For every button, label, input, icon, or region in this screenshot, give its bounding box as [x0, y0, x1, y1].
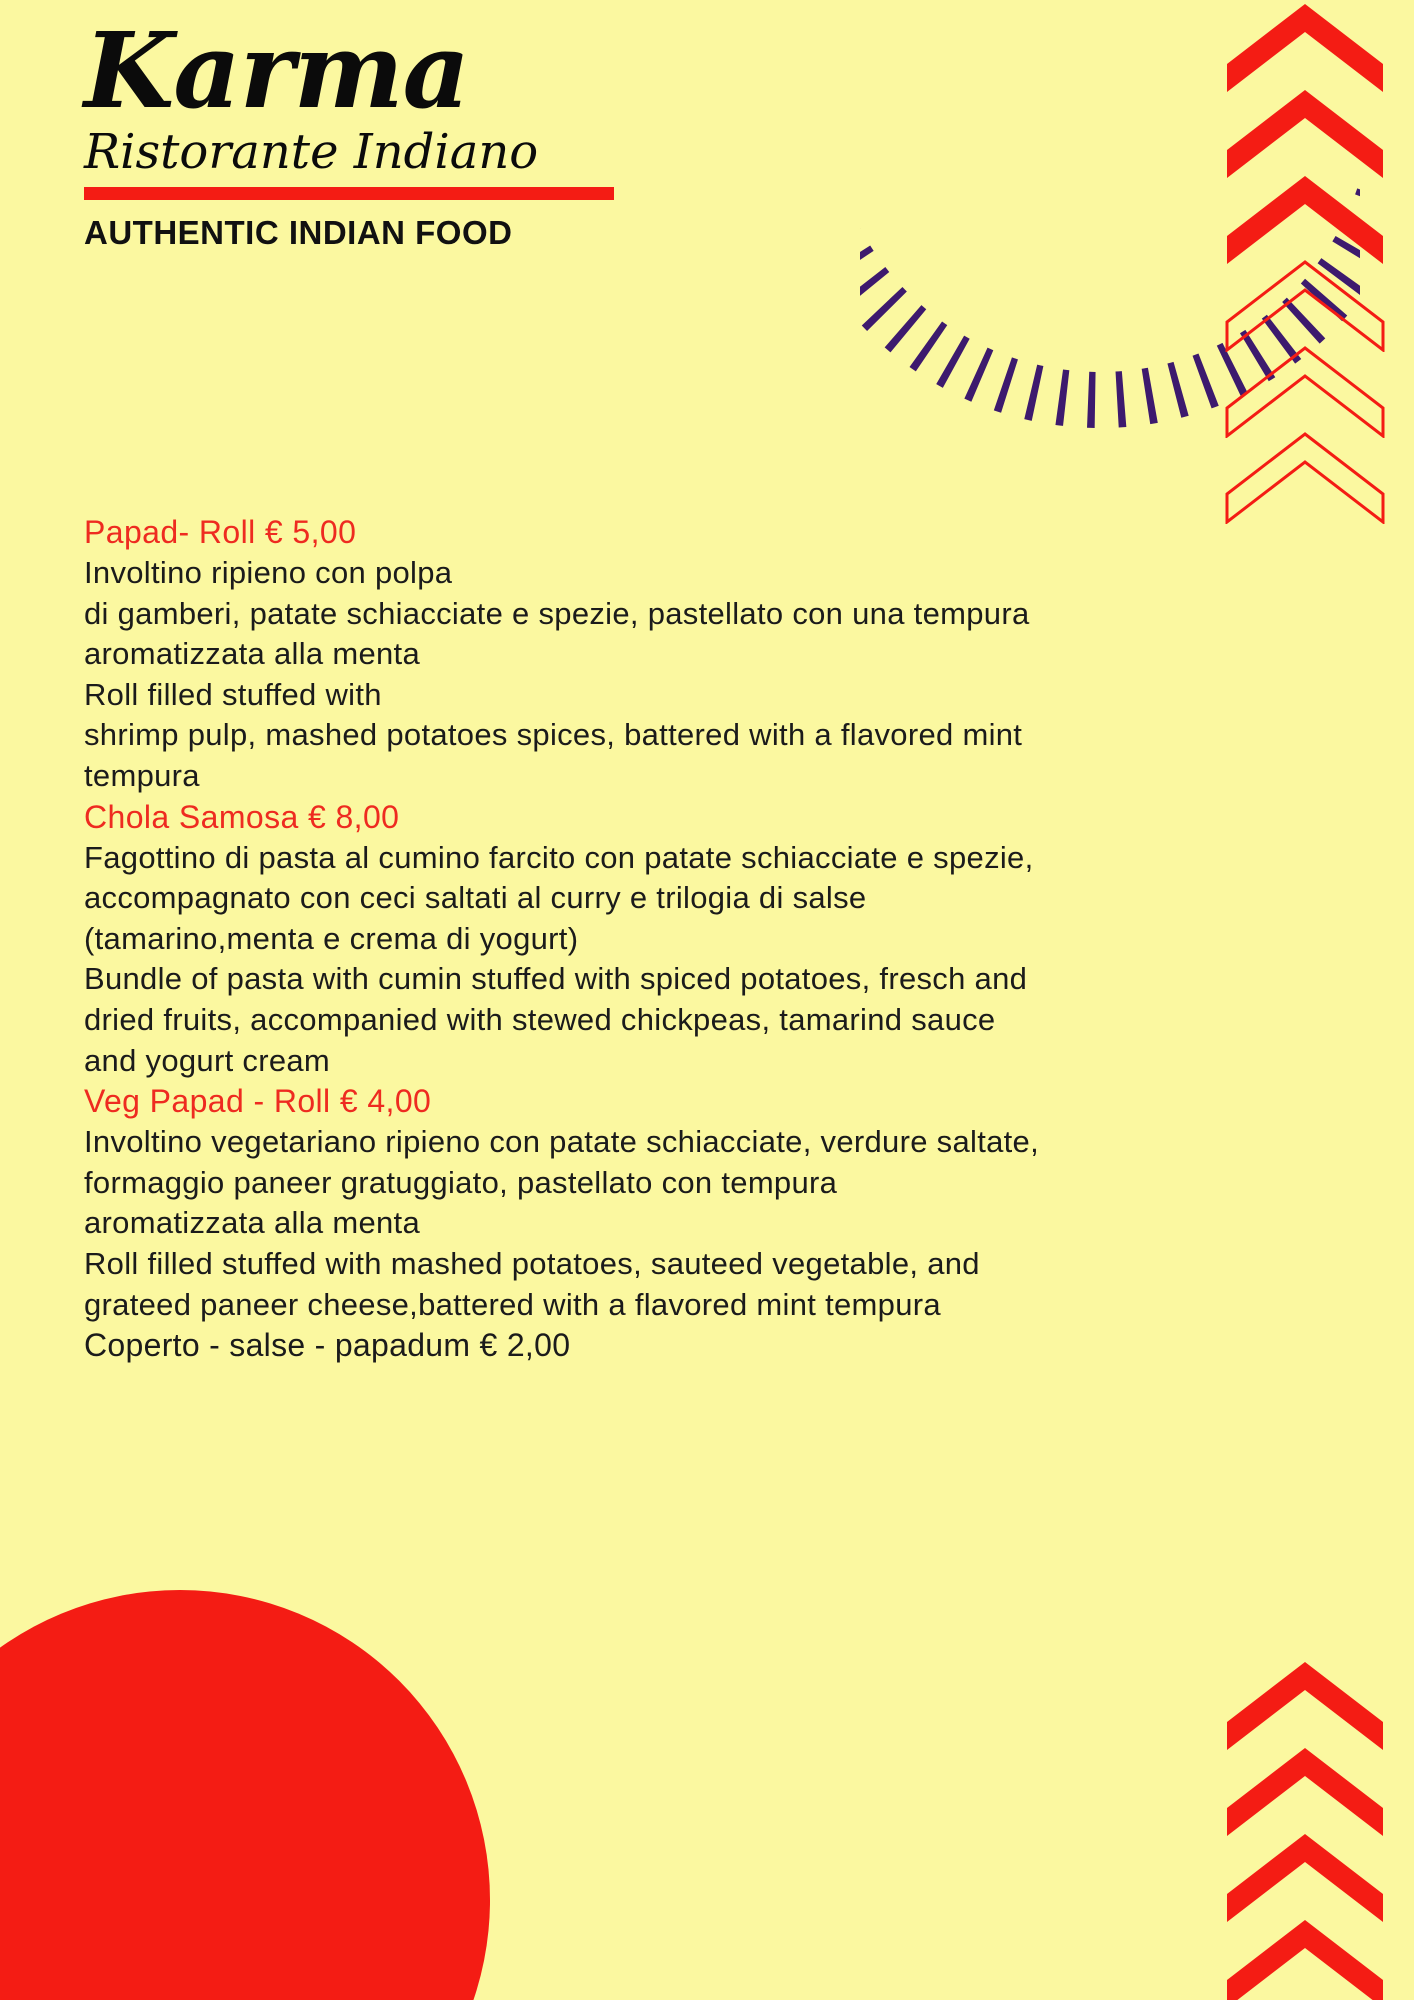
- menu-item-description-en-line: dried fruits, accompanied with stewed chickpeas, tamarind sauce: [84, 1002, 996, 1037]
- menu-item-description-en-line: Bundle of pasta with cumin stuffed with spiced potatoes, fresch and: [84, 961, 1028, 997]
- menu-item-description-en-line: Roll filled stuffed with mashed potatoes, sauteed vegetable, and: [84, 1246, 980, 1281]
- menu-item-description-it-line: formaggio paneer gratuggiato, pastellato con tempura: [84, 1164, 838, 1200]
- chevron-outline-icon: [1225, 260, 1385, 352]
- menu-item-title: Veg Papad - Roll € 4,00: [84, 1083, 432, 1120]
- menu-item: [84, 512, 1264, 797]
- brand-name: Karma: [84, 9, 469, 132]
- header-divider: [84, 187, 614, 200]
- menu-item-description-en-line: grateed paneer cheese,battered with a flavored mint tempura: [84, 1286, 941, 1322]
- menu-item-title: Papad- Roll € 5,00: [84, 514, 357, 550]
- chevron-icon: [1225, 1832, 1385, 1924]
- menu-item-description-en-line: and yogurt cream: [84, 1042, 331, 1078]
- menu-items-list: [84, 512, 1264, 1367]
- chevron-icon: [1225, 2, 1385, 94]
- menu-item-description-it-line: Involtino vegetariano ripieno con patate schiacciate, verdure saltate,: [84, 1124, 1040, 1160]
- chevron-stack-bottom-right: [1215, 1660, 1414, 2000]
- chevron-icon: [1225, 174, 1385, 266]
- menu-item-title: Chola Samosa € 8,00: [84, 798, 400, 835]
- chevron-outline-icon: [1225, 432, 1385, 524]
- menu-item-description-it-line: (tamarino,menta e crema di yogurt): [84, 920, 579, 956]
- chevron-icon: [1225, 1660, 1385, 1752]
- menu-footer-line: Coperto - salse - papadum € 2,00: [84, 1327, 571, 1364]
- menu-header: [84, 9, 724, 252]
- brand-tagline: AUTHENTIC INDIAN FOOD: [84, 213, 513, 251]
- chevron-icon: [1225, 1918, 1385, 2000]
- menu-item-description-it-line: accompagnato con ceci saltati al curry e trilogia di salse: [84, 880, 867, 916]
- menu-item-description-en-line: shrimp pulp, mashed potatoes spices, battered with a flavored mint: [84, 717, 1023, 753]
- brand-subtitle: Ristorante Indiano: [84, 124, 539, 181]
- red-circle-decoration: [0, 1590, 490, 2000]
- menu-item: [84, 797, 1264, 1082]
- menu-item-description-it-line: di gamberi, patate schiacciate e spezie, pastellato con una tempura: [84, 595, 1030, 631]
- menu-item-description-it-line: Fagottino di pasta al cumino farcito con patate schiacciate e spezie,: [84, 839, 1034, 875]
- menu-item-description-en-line: tempura: [84, 758, 200, 793]
- menu-item-description-it-line: aromatizzata alla menta: [84, 636, 421, 672]
- chevron-icon: [1225, 88, 1385, 180]
- chevron-outline-icon: [1225, 346, 1385, 438]
- menu-item-description-it-line: aromatizzata alla menta: [84, 1205, 421, 1241]
- chevron-icon: [1225, 1746, 1385, 1838]
- menu-item-description-it-line: Involtino ripieno con polpa: [84, 554, 453, 590]
- menu-item-description-en-line: Roll filled stuffed with: [84, 676, 382, 712]
- menu-item: [84, 1081, 1264, 1325]
- dashed-arc-decoration: [800, 0, 1360, 480]
